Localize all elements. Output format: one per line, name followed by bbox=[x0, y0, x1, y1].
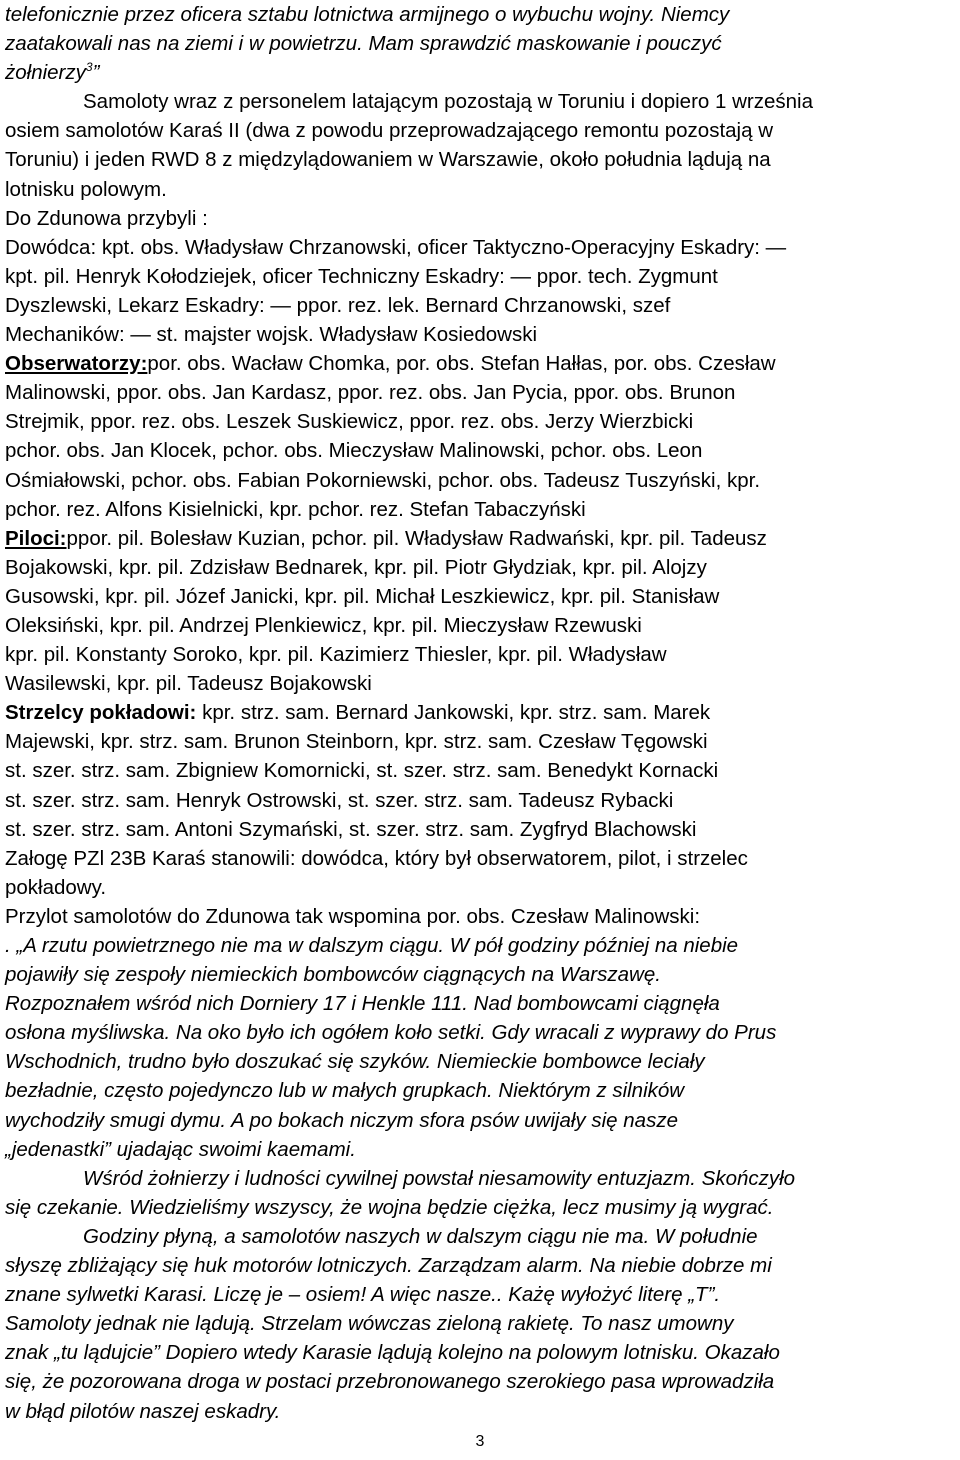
text-line bbox=[5, 815, 955, 844]
text-line bbox=[5, 1280, 955, 1309]
line-text: telefonicznie przez oficera sztabu lotnictwa armijnego o wybuchu wojny. Niemcy bbox=[5, 3, 730, 26]
text-line bbox=[5, 1018, 955, 1047]
text-line bbox=[5, 1367, 955, 1396]
text-line bbox=[5, 1338, 955, 1367]
text-line bbox=[5, 1222, 955, 1251]
text-line bbox=[5, 1106, 955, 1135]
text-line bbox=[5, 116, 955, 145]
text-line bbox=[5, 756, 955, 785]
text-line bbox=[5, 495, 955, 524]
line-text: . „A rzutu powietrznego nie ma w dalszym ciągu. W pół godziny później na niebie bbox=[5, 934, 739, 957]
text-line bbox=[5, 960, 955, 989]
line-text: Bojakowski, kpr. pil. Zdzisław Bednarek, kpr. pil. Piotr Głydziak, kpr. pil. Alojzy bbox=[5, 555, 707, 579]
line-text: st. szer. strz. sam. Henryk Ostrowski, st. szer. strz. sam. Tadeusz Rybacki bbox=[5, 788, 674, 812]
document-page bbox=[5, 0, 955, 1460]
section-label: Piloci: bbox=[5, 526, 67, 550]
line-text: por. obs. Wacław Chomka, por. obs. Stefan Hałłas, por. obs. Czesław bbox=[147, 352, 776, 376]
text-line bbox=[5, 931, 955, 960]
line-text: kpt. pil. Henryk Kołodziejek, oficer Techniczny Eskadry: ― ppor. tech. Zygmunt bbox=[5, 264, 718, 288]
line-text: Wschodnich, trudno było doszukać się szyków. Niemieckie bombowce leciały bbox=[5, 1050, 705, 1074]
text-line bbox=[5, 1309, 955, 1338]
line-text: Przylot samolotów do Zdunowa tak wspomina por. obs. Czesław Malinowski: bbox=[5, 904, 701, 928]
text-line bbox=[5, 87, 955, 116]
text-line bbox=[5, 378, 955, 407]
text-line bbox=[5, 553, 955, 582]
text-line bbox=[5, 989, 955, 1018]
text-line bbox=[5, 902, 955, 931]
line-text: zaatakowali nas na ziemi i w powietrzu. Mam sprawdzić maskowanie i pouczyć bbox=[5, 32, 722, 56]
text-line bbox=[5, 727, 955, 756]
line-text: Oleksiński, kpr. pil. Andrzej Plenkiewicz, kpr. pil. Mieczysław Rzewuski bbox=[5, 613, 642, 637]
text-line bbox=[5, 873, 955, 902]
line-text: Załogę PZl 23B Karaś stanowili: dowódca, który był obserwatorem, pilot, i strzelec bbox=[5, 846, 748, 870]
line-text: Godziny płyną, a samolotów naszych w dalszym ciągu nie ma. W południe bbox=[83, 1224, 758, 1248]
line-text: Ośmiałowski, pchor. obs. Fabian Pokorniewski, pchor. obs. Tadeusz Tuszyński, kpr. bbox=[5, 468, 761, 492]
line-text: Toruniu) i jeden RWD 8 z międzylądowaniem w Warszawie, około południa lądują na bbox=[5, 148, 771, 172]
line-text: Samoloty wraz z personelem latającym pozostają w Toruniu i dopiero 1 września bbox=[83, 90, 813, 114]
line-text: Majewski, kpr. strz. sam. Brunon Steinborn, kpr. strz. sam. Czesław Tęgowski bbox=[5, 730, 708, 754]
line-text: Dowódca: kpt. obs. Władysław Chrzanowski, oficer Taktyczno-Operacyjny Eskadry: ― bbox=[5, 235, 787, 259]
text-line bbox=[5, 582, 955, 611]
text-line bbox=[5, 844, 955, 873]
line-text: w błąd pilotów naszej eskadry. bbox=[5, 1399, 281, 1423]
line-text: ppor. pil. Bolesław Kuzian, pchor. pil. Władysław Radwański, kpr. pil. Tadeusz bbox=[66, 526, 767, 550]
text-line bbox=[5, 58, 955, 87]
text-line bbox=[5, 1135, 955, 1164]
quote-mark: ” bbox=[92, 61, 100, 85]
line-text: się, że pozorowana droga w postaci przebronowanego szerokiego pasa wprowadziła bbox=[5, 1370, 775, 1394]
line-text: żołnierzy bbox=[5, 61, 86, 85]
line-text: „jedenastki” ujadając swoimi kaemami. bbox=[5, 1137, 356, 1161]
line-text: Gusowski, kpr. pil. Józef Janicki, kpr. pil. Michał Leszkiewicz, kpr. pil. Stanisław bbox=[5, 584, 720, 608]
line-text: Rozpoznałem wśród nich Dorniery 17 i Henkle 111. Nad bombowcami ciągnęła bbox=[5, 992, 720, 1016]
text-line bbox=[5, 29, 955, 58]
line-text: znane sylwetki Karasi. Liczę je – osiem! A więc nasze.. Każę wyłożyć literę „T”. bbox=[5, 1283, 721, 1307]
text-line bbox=[5, 466, 955, 495]
text-line bbox=[5, 1193, 955, 1222]
line-text: kpr. pil. Konstanty Soroko, kpr. pil. Kazimierz Thiesler, kpr. pil. Władysław bbox=[5, 643, 667, 667]
line-text: znak „tu lądujcie” Dopiero wtedy Karasie lądują kolejno na polowym lotnisku. Okazało bbox=[5, 1341, 780, 1365]
text-line bbox=[5, 1047, 955, 1076]
line-text: Samoloty jednak nie lądują. Strzelam wówczas zieloną rakietę. To nasz umowny bbox=[5, 1312, 734, 1336]
text-line bbox=[5, 175, 955, 204]
line-text: osłona myśliwska. Na oko było ich ogółem koło setki. Gdy wracali z wyprawy do Prus bbox=[5, 1021, 777, 1045]
line-text: st. szer. strz. sam. Antoni Szymański, st. szer. strz. sam. Zygfryd Blachowski bbox=[5, 817, 697, 841]
line-text: Wśród żołnierzy i ludności cywilnej powstał niesamowity entuzjazm. Skończyło bbox=[83, 1166, 796, 1190]
line-text: wychodziły smugi dymu. A po bokach niczym sfora psów uwijały się nasze bbox=[5, 1108, 678, 1132]
text-line bbox=[5, 698, 955, 727]
text-line bbox=[5, 145, 955, 174]
text-line bbox=[5, 1164, 955, 1193]
line-text: pchor. rez. Alfons Kisielnicki, kpr. pchor. rez. Stefan Tabaczyński bbox=[5, 497, 586, 521]
text-line bbox=[5, 204, 955, 233]
line-text: Strejmik, ppor. rez. obs. Leszek Suskiewicz, ppor. rez. obs. Jerzy Wierzbicki bbox=[5, 410, 694, 434]
text-line bbox=[5, 524, 955, 553]
text-line bbox=[5, 786, 955, 815]
text-line bbox=[5, 1076, 955, 1105]
line-text: Wasilewski, kpr. pil. Tadeusz Bojakowski bbox=[5, 672, 372, 696]
line-text: pokładowy. bbox=[5, 875, 107, 899]
text-line bbox=[5, 1397, 955, 1426]
text-line bbox=[5, 349, 955, 378]
line-text: pchor. obs. Jan Klocek, pchor. obs. Mieczysław Malinowski, pchor. obs. Leon bbox=[5, 439, 703, 463]
text-line bbox=[5, 611, 955, 640]
line-text: Mechaników: ― st. majster wojsk. Władysław Kosiedowski bbox=[5, 323, 538, 347]
text-line bbox=[5, 291, 955, 320]
text-line bbox=[5, 262, 955, 291]
text-line bbox=[5, 640, 955, 669]
line-text: Dyszlewski, Lekarz Eskadry: ― ppor. rez. lek. Bernard Chrzanowski, szef bbox=[5, 293, 671, 317]
text-line bbox=[5, 669, 955, 698]
section-label: Obserwatorzy: bbox=[5, 352, 148, 376]
line-text: pojawiły się zespoły niemieckich bombowców ciągnących na Warszawę. bbox=[5, 963, 661, 987]
page-number: 3 bbox=[475, 1433, 485, 1450]
line-text: kpr. strz. sam. Bernard Jankowski, kpr. strz. sam. Marek bbox=[196, 701, 711, 725]
text-line bbox=[5, 407, 955, 436]
text-line bbox=[5, 320, 955, 349]
section-label: Strzelcy pokładowi: bbox=[5, 701, 197, 725]
line-text: się czekanie. Wiedzieliśmy wszyscy, że wojna będzie ciężka, lecz musimy ją wygrać. bbox=[5, 1195, 774, 1219]
line-text: lotnisku polowym. bbox=[5, 177, 167, 201]
body-text bbox=[5, 0, 955, 1426]
text-line bbox=[5, 0, 955, 29]
line-text: st. szer. strz. sam. Zbigniew Komornicki, st. szer. strz. sam. Benedykt Kornacki bbox=[5, 759, 719, 783]
line-text: Do Zdunowa przybyli : bbox=[5, 206, 208, 230]
footnote-ref: 3 bbox=[85, 60, 93, 75]
text-line bbox=[5, 1251, 955, 1280]
line-text: słyszę zbliżający się huk motorów lotniczych. Zarządzam alarm. Na niebie dobrze mi bbox=[5, 1254, 772, 1278]
text-line bbox=[5, 436, 955, 465]
line-text: bezładnie, często pojedynczo lub w małych grupkach. Niektórym z silników bbox=[5, 1079, 685, 1103]
line-text: Malinowski, ppor. obs. Jan Kardasz, ppor. rez. obs. Jan Pycia, ppor. obs. Brunon bbox=[5, 381, 736, 405]
text-line bbox=[5, 233, 955, 262]
line-text: osiem samolotów Karaś II (dwa z powodu przeprowadzającego remontu pozostają w bbox=[5, 119, 773, 143]
